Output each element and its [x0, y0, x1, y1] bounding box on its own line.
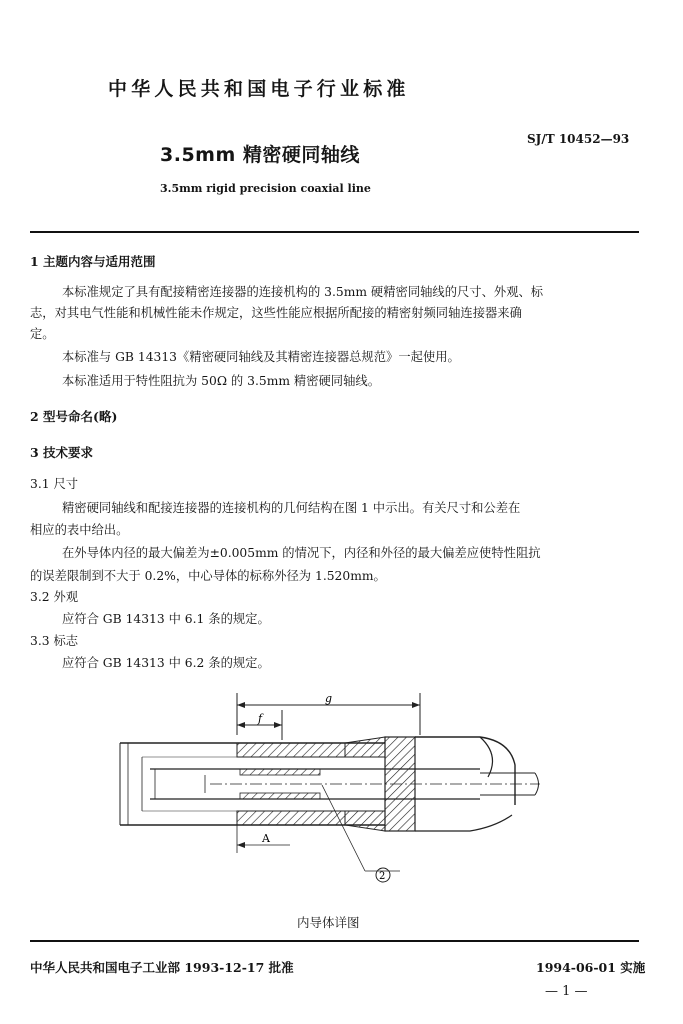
section-3-2-paragraph: 应符合 GB 14313 中 6.1 条的规定。	[62, 612, 270, 626]
page-number: — 1 —	[545, 984, 588, 999]
document-title-en: 3.5mm rigid precision coaxial line	[160, 182, 371, 195]
section-3-1-heading: 3.1 尺寸	[30, 477, 79, 491]
datum-a-label: A	[262, 832, 270, 845]
callout-number: 2	[379, 871, 386, 882]
footer-divider	[30, 940, 639, 942]
section-1-paragraph-2: 本标准与 GB 14313《精密硬同轴线及其精密连接器总规范》一起使用。	[62, 350, 460, 364]
leader-line	[322, 785, 365, 871]
section-3-1-paragraph-1-line-2: 相应的表中给出。	[30, 523, 129, 537]
standard-category-heading: 中华人民共和国电子行业标准	[108, 78, 410, 100]
section-1-paragraph-1-line-2: 志，对其电气性能和机械性能未作规定，这些性能应根据所配接的精密射频同轴连接器来确	[30, 306, 522, 320]
section-3-3-heading: 3.3 标志	[30, 634, 79, 648]
section-3-2-heading: 3.2 外观	[30, 590, 79, 604]
section-3-heading: 3 技术要求	[30, 445, 94, 460]
section-1-heading: 1 主题内容与适用范围	[30, 254, 156, 269]
implementation-date: 1994-06-01 实施	[536, 960, 646, 975]
section-3-3-paragraph: 应符合 GB 14313 中 6.2 条的规定。	[62, 656, 270, 670]
section-1-paragraph-1-line-3: 定。	[30, 327, 55, 341]
header-divider	[30, 231, 639, 233]
section-2-heading: 2 型号命名(略)	[30, 409, 118, 424]
document-title-cn: 3.5mm 精密硬同轴线	[160, 144, 360, 166]
standard-code: SJ/T 10452—93	[527, 132, 630, 146]
section-1-paragraph-1-line-1: 本标准规定了具有配接精密连接器的连接机构的 3.5mm 硬精密同轴线的尺寸、外观、标	[62, 285, 544, 299]
approval-line: 中华人民共和国电子工业部 1993-12-17 批准	[30, 960, 294, 975]
dimension-g-label: g	[325, 692, 333, 705]
section-1-paragraph-3: 本标准适用于特性阻抗为 50Ω 的 3.5mm 精密硬同轴线。	[62, 374, 380, 388]
section-3-1-paragraph-2-line-1: 在外导体内径的最大偏差为±0.005mm 的情况下，内径和外径的最大偏差应使特性阻抗	[62, 546, 541, 560]
section-3-1-paragraph-1-line-1: 精密硬同轴线和配接连接器的连接机构的几何结构在图 1 中示出。有关尺寸和公差在	[62, 501, 521, 515]
dimension-f-label: f	[258, 712, 263, 725]
figure-caption: 内导体详图	[297, 915, 360, 930]
inner-conductor-detail-drawing	[0, 685, 683, 905]
section-3-1-paragraph-2-line-2: 的误差限制到不大于 0.2%，中心导体的标称外径为 1.520mm。	[30, 569, 386, 583]
